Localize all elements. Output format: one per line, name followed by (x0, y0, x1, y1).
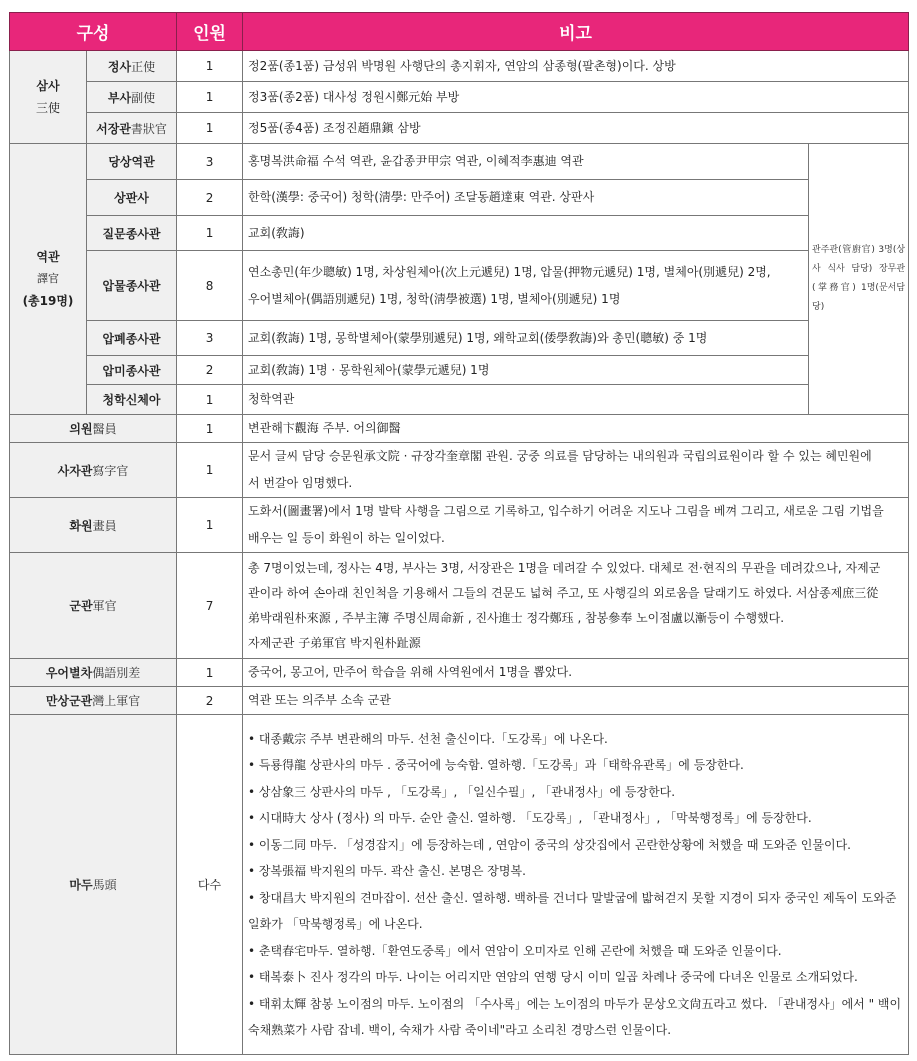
table-row (10, 687, 909, 715)
note-line: 서 번갈아 임명했다. (248, 476, 353, 490)
table-row (10, 321, 909, 356)
role-cell: 상판사 (87, 180, 177, 216)
role-label: 만상군관 (45, 694, 93, 708)
header-remarks: 비고 (243, 13, 909, 51)
note-line: 우어별체아(偶語別遞兒) 1명, 청학(淸學被選) 1명, 별체아(別遞兒) 1명 (248, 291, 621, 306)
note-cell: 정5품(종4품) 조정진趙鼎鎭 삼방 (243, 113, 909, 144)
count-cell: 2 (177, 356, 243, 385)
role-hanja: 灣上軍官 (92, 694, 141, 708)
note-cell: 교회(敎誨) 1명, 몽학별체아(蒙學別遞兒) 1명, 왜학교회(倭學敎誨)와 총민(聰敏) 중 1명 (243, 321, 809, 356)
role-cell (10, 415, 177, 443)
group-total: (총19명) (22, 294, 74, 308)
note-line: 관이라 하여 손아래 친인척을 기용해서 그들의 견문도 넓혀 주고, 또 사행길의 외로움을 달래기도 하였다. 서삼종제庶三從 (248, 585, 879, 600)
role-label: 서장관 (96, 121, 131, 136)
role-cell: 압미종사관 (87, 356, 177, 385)
count-cell: 1 (177, 113, 243, 144)
table-row (10, 113, 909, 144)
role-cell (87, 113, 177, 144)
count-cell: 1 (177, 82, 243, 113)
note-cell: 정2품(종1품) 금성위 박명원 사행단의 총지휘자, 연암의 삼종형(팔촌형)이다. 상방 (243, 51, 909, 82)
role-cell (10, 687, 177, 715)
madu-list (243, 715, 909, 1055)
count-cell: 1 (177, 385, 243, 415)
count-cell: 1 (177, 51, 243, 82)
header-composition: 구성 (10, 13, 177, 51)
note-cell: 교회(敎誨) (243, 216, 809, 251)
note-line: 문서 글씨 담당 승문원承文院 · 규장각奎章閣 관원. 궁중 의료를 담당하는 내의원과 국립의료원이라 할 수 있는 혜민원에 (248, 449, 872, 463)
role-hanja: 軍官 (92, 599, 117, 613)
list-item: • 시대時大 상사 (정사) 의 마두. 순안 출신. 열하행. 「도강록」, 「관내정사」, 「막북행정록」에 등장한다. (248, 811, 812, 825)
role-hanja: 偶語別差 (92, 666, 141, 680)
role-cell: 청학신체아 (87, 385, 177, 415)
note-cell: 청학역관 (243, 385, 809, 415)
note-line: 역관 또는 의주부 소속 군관 (248, 693, 391, 707)
role-hanja: 正使 (131, 59, 156, 74)
list-item: • 대종戴宗 주부 변관해의 마두. 선천 출신이다.「도강록」에 나온다. (248, 731, 608, 746)
role-hanja: 畫員 (92, 518, 117, 533)
count-cell: 다수 (177, 715, 243, 1055)
note-cell (243, 659, 909, 687)
role-cell (87, 51, 177, 82)
role-cell (10, 553, 177, 659)
note-cell: 한학(漢學: 중국어) 청학(淸學: 만주어) 조달동趙達東 역관. 상판사 (243, 180, 809, 216)
role-cell: 압폐종사관 (87, 321, 177, 356)
role-label: 사자관 (57, 463, 93, 478)
note-line: 배우는 일 등이 화원이 하는 일이었다. (248, 531, 445, 545)
role-hanja: 書狀官 (130, 121, 167, 136)
table-row (10, 144, 909, 180)
role-hanja: 馬頭 (92, 878, 117, 892)
role-label: 의원 (69, 422, 93, 436)
note-cell (243, 443, 909, 498)
table-row (10, 443, 909, 498)
role-label: 부사 (107, 90, 132, 105)
list-item: • 태복泰卜 진사 정각의 마두. 나이는 어리지만 연암의 연행 당시 이미 일곱 차례나 중국에 다녀온 인물로 소개되었다. (248, 970, 858, 984)
count-cell: 7 (177, 553, 243, 659)
role-label: 화원 (69, 518, 93, 533)
role-cell: 질문종사관 (87, 216, 177, 251)
group-hanja: 三使 (35, 101, 60, 115)
note-cell (243, 687, 909, 715)
delegation-table-container (9, 12, 908, 1055)
count-cell: 8 (177, 251, 243, 321)
role-label: 정사 (107, 59, 132, 74)
side-note-cell: 관주관(管廚官) 3명(상사 식사 담당) 장무관(掌務官) 1명(문서담당) (809, 144, 909, 415)
note-cell (243, 553, 909, 659)
group-label: 삼사 (36, 79, 60, 93)
role-hanja: 副使 (131, 90, 156, 105)
table-row (10, 356, 909, 385)
note-line: 도화서(圖畫署)에서 1명 발탁 사행을 그림으로 기록하고, 입수하기 어려운 지도나 그림을 베껴 그리고, 새로운 그림 기법을 (248, 504, 884, 518)
note-line: 중국어, 몽고어, 만주어 학습을 위해 사역원에서 1명을 뽑았다. (248, 665, 573, 679)
count-cell: 1 (177, 498, 243, 553)
table-row (10, 251, 909, 321)
role-hanja: 寫字官 (92, 463, 129, 478)
list-item: • 창대昌大 박지원의 견마잡이. 선산 출신. 열하행. 백하를 건너다 말발굽에 밟혀걷지 못할 지경이 되자 중국인 제독이 도와준 일화가 「막북행정록」에 나온다. (248, 890, 897, 931)
list-item: • 득룡得龍 상판사의 마두 . 중국어에 능숙함. 열하행.「도강록」과「태학유관록」에 등장한다. (248, 758, 744, 772)
count-cell: 1 (177, 659, 243, 687)
table-row (10, 216, 909, 251)
role-cell: 당상역관 (87, 144, 177, 180)
note-cell: 홍명복洪命福 수석 역관, 윤갑종尹甲宗 역관, 이혜적李惠迪 역관 (243, 144, 809, 180)
role-label: 군관 (69, 599, 93, 613)
table-row (10, 498, 909, 553)
table-row (10, 82, 909, 113)
count-cell: 3 (177, 144, 243, 180)
table-row (10, 385, 909, 415)
note-cell (243, 498, 909, 553)
count-cell: 1 (177, 216, 243, 251)
group-samsa (10, 51, 87, 144)
role-cell (87, 82, 177, 113)
note-line: 총 7명이었는데, 정사는 4명, 부사는 3명, 서장관은 1명을 데려갈 수 있었다. 대체로 전·현직의 무관을 데려갔으나, 자제군 (248, 560, 881, 575)
note-line: 자제군관 子弟軍官 박지원朴趾源 (248, 635, 421, 650)
count-cell: 1 (177, 415, 243, 443)
header-count: 인원 (177, 13, 243, 51)
role-label: 마두 (69, 878, 93, 892)
table-row (10, 180, 909, 216)
note-cell: 정3품(종2품) 대사성 정원시鄭元始 부방 (243, 82, 909, 113)
delegation-table (9, 12, 909, 1055)
table-row (10, 415, 909, 443)
role-cell (10, 443, 177, 498)
role-hanja: 醫員 (92, 422, 117, 436)
list-item: • 태휘太輝 참봉 노이점의 마두. 노이점의 「수사록」에는 노이점의 마두가 문상오文尙五라고 썼다. 「관내정사」에서 " 백이 숙채熟菜가 사람 잡네. 백이, 숙채가 사람 죽이네"라고 소리친 경망스런 인물이다. (248, 996, 902, 1037)
table-row (10, 659, 909, 687)
note-cell (243, 415, 909, 443)
table-header (10, 13, 909, 51)
count-cell: 1 (177, 443, 243, 498)
group-label: 역관 (36, 250, 60, 264)
role-cell (10, 498, 177, 553)
note-cell: 교회(敎誨) 1명 · 몽학원체아(蒙學元遞兒) 1명 (243, 356, 809, 385)
role-cell (10, 715, 177, 1055)
role-label: 우어별차 (45, 666, 93, 680)
list-item: • 이동二同 마두. 「성경잡지」에 등장하는데 , 연암이 중국의 상갓집에서 곤란한상황에 처했을 때 도와준 인물이다. (248, 837, 851, 852)
table-row (10, 51, 909, 82)
list-item: • 춘택春宅마두. 열하행.「환연도중록」에서 연암이 오미자로 인해 곤란에 처했을 때 도와준 인물이다. (248, 943, 782, 958)
note-cell (243, 251, 809, 321)
group-yeokgwan (10, 144, 87, 415)
list-item: • 상삼象三 상판사의 마두 , 「도강록」, 「일신수필」, 「관내정사」에 등장한다. (248, 784, 676, 799)
table-row (10, 553, 909, 659)
role-cell (10, 659, 177, 687)
count-cell: 2 (177, 687, 243, 715)
note-line: 연소총민(年少聰敏) 1명, 차상원체아(次上元遞兒) 1명, 압물(押物元遞兒) 1명, 별체아(別遞兒) 2명, (248, 264, 771, 279)
list-item: • 장복張福 박지원의 마두. 곽산 출신. 본명은 장명복. (248, 864, 526, 878)
table-row (10, 715, 909, 1055)
group-hanja: 譯官 (37, 272, 59, 285)
count-cell: 2 (177, 180, 243, 216)
role-cell: 압물종사관 (87, 251, 177, 321)
note-line: 변관해卞觀海 주부. 어의御醫 (248, 421, 401, 435)
note-line: 弟박래원朴來源 , 주부主簿 주명신周命新 , 진사進士 정각鄭珏 , 참봉參奉 노이점盧以漸등이 수행했다. (248, 610, 785, 625)
count-cell: 3 (177, 321, 243, 356)
